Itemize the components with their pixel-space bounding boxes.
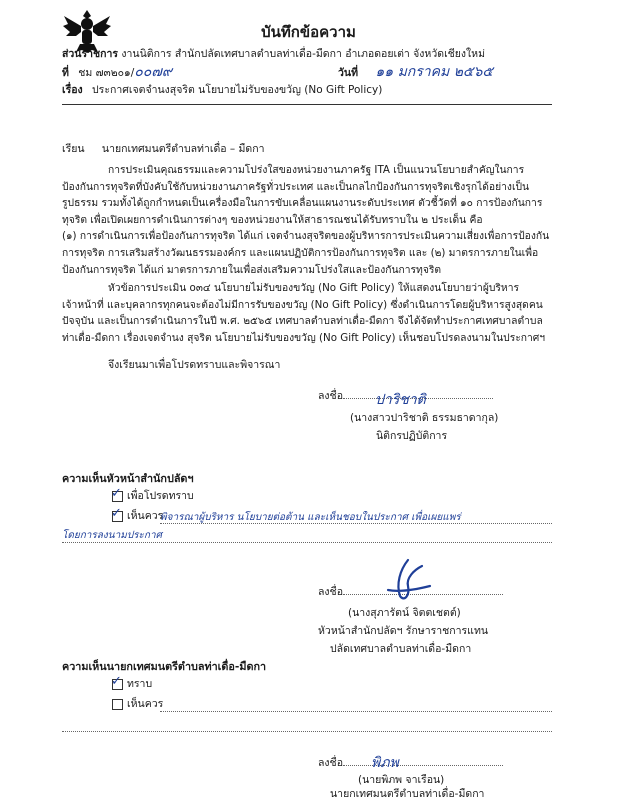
mayor-option-1[interactable]: [111, 673, 153, 692]
subject-value: ประกาศเจตจำนงสุจริต นโยบายไม่รับของขวัญ (No Gift Policy): [92, 84, 383, 96]
sign2-signature-icon: [378, 556, 438, 606]
mayor-dotted-line-2: [62, 731, 552, 732]
subject-row: [62, 82, 552, 98]
para2-line: เจ้าหน้าที่ และบุคลากรทุกคนจะต้องไม่มีการรับของขวัญ (No Gift Policy) ซึ่งดำเนินการโดยผู้บริหารสูงสุดคน: [62, 298, 543, 311]
sign2-name: (นางสุภารัตน์ จิตตเชตต์): [348, 607, 461, 619]
head-option-1[interactable]: [111, 485, 194, 504]
para2-line: หัวข้อการประเมิน o๓๔ นโยบายไม่รับของขวัญ (No Gift Policy) ให้แสดงนโยบายว่าผู้บริหาร: [108, 282, 520, 294]
mayor-option-2-checkbox[interactable]: [112, 699, 123, 710]
closing-text: จึงเรียนมาเพื่อโปรดทราบและพิจารณา: [108, 359, 281, 371]
agency-label: ส่วนราชการ: [62, 48, 119, 60]
para2-line: ปัจจุบัน และเป็นการดำเนินการในปี พ.ศ. ๒๕๖๕ เทศบาลตำบลท่าเดื่อ-มืดกา จึงได้จัดทำประกาศเทศบาลตำบล: [62, 315, 543, 328]
sign3-name: (นายพิภพ จาเรือน): [358, 774, 445, 786]
mayor-section-title: ความเห็นนายกเทศมนตรีตำบลท่าเดื่อ-มืดกา: [62, 660, 267, 673]
mayor-option-1-checkbox[interactable]: [111, 673, 123, 690]
head-option-1-checkbox[interactable]: [111, 485, 123, 502]
to-value: นายกเทศมนตรีตำบลท่าเดื่อ – มืดกา: [101, 143, 265, 155]
date-label: วันที่: [338, 67, 358, 79]
para1-line: ทุจริต เพื่อเปิดเผยการดำเนินการต่างๆ ของหน่วยงานให้สาธารณชนได้รับทราบใน ๒ ประเด็น คือ: [62, 213, 483, 226]
sign1-signature: ปาริชาติ: [375, 392, 426, 408]
body-paragraph-1: [62, 162, 558, 278]
checkmark-icon: ✓: [111, 505, 122, 521]
agency-row: [62, 46, 552, 62]
sign1-row: [318, 388, 493, 408]
checkmark-icon: ✓: [111, 673, 122, 689]
sign3-signature: พิภพ: [371, 755, 399, 771]
para2-line: ท่าเดื่อ-มืดกา เรื่องเจตจำนง สุจริต นโยบายไม่รับของขวัญ (No Gift Policy) เห็นชอบโปรดลงนามในประกาศฯ: [62, 331, 546, 344]
ref-value: ชม ๗๓๒๐๑/: [78, 67, 135, 79]
sign1-name: (นางสาวปาริชาติ ธรรมธาดากุล): [350, 412, 499, 424]
date-row: [338, 64, 493, 81]
document-title: บันทึกข้อความ: [261, 23, 356, 41]
agency-value: งานนิติการ สำนักปลัดเทศบาลตำบลท่าเดื่อ-มืดกา อำเภอดอยเต่า จังหวัดเชียงใหม่: [121, 48, 486, 60]
para1-line: การทุจริต การเสริมสร้างวัฒนธรรมองค์กร และแผนปฏิบัติการป้องกันการทุจริต และ (๒) มาตรการภายในเพื่อ: [62, 246, 539, 259]
para1-line: ป้องกันการทุจริตที่บังคับใช้กับหน่วยงานภาครัฐทั่วประเทศ และเป็นกลไกป้องกันการทุจริตเชิงรุกได้อย่างเป็น: [62, 180, 530, 193]
head-handwritten-note-2: โดยการลงนามประกาศ: [62, 530, 162, 541]
sign3-position: นายกเทศมนตรีตำบลท่าเดื่อ-มืดกา: [330, 788, 485, 800]
ref-label: ที่: [62, 67, 69, 79]
head-option-1-label: เพื่อโปรดทราบ: [127, 490, 194, 502]
mayor-option-2[interactable]: [112, 696, 163, 712]
body-paragraph-2: [62, 280, 558, 346]
para1-line: การประเมินคุณธรรมและความโปร่งใสของหน่วยงานภาครัฐ ITA เป็นแนวนโยบายสำคัญในการ: [108, 164, 525, 176]
subject-label: เรื่อง: [62, 84, 83, 96]
head-section-title: ความเห็นหัวหน้าสำนักปลัดฯ: [62, 472, 194, 485]
sign3-row: [318, 755, 503, 771]
sign2-position-1: หัวหน้าสำนักปลัดฯ รักษาราชการแทน: [318, 625, 489, 637]
date-handwritten: ๑๑ มกราคม ๒๕๖๕: [375, 64, 494, 80]
para1-line: รูปธรรม รวมทั้งได้ถูกกำหนดเป็นเครื่องมือในการขับเคลื่อนแผนงานระดับประเทศ ตัวชี้วัดที่ ๑๐ การป้องกันการ: [62, 197, 543, 210]
mayor-option-2-label: เห็นควร: [127, 698, 164, 710]
checkmark-icon: ✓: [111, 485, 122, 501]
sign1-position: นิติกรปฏิบัติการ: [376, 430, 448, 442]
head-option-2[interactable]: [111, 505, 164, 524]
to-row: [62, 141, 552, 157]
mayor-dotted-line-1: [160, 711, 552, 712]
sign1-label: ลงชื่อ: [318, 390, 343, 402]
sign3-label: ลงชื่อ: [318, 757, 343, 769]
head-option-2-checkbox[interactable]: [111, 505, 123, 522]
sign2-position-2: ปลัดเทศบาลตำบลท่าเดื่อ-มืดกา: [330, 643, 472, 655]
header-divider: [62, 104, 552, 105]
head-option-2-label: เห็นควร: [127, 510, 164, 522]
ref-handwritten: ๐๐๗๙: [134, 64, 173, 80]
sign2-label: ลงชื่อ: [318, 586, 343, 598]
to-label: เรียน: [62, 143, 85, 155]
para1-line: (๑) การดำเนินการเพื่อป้องกันการทุจริต ได้แก่ เจตจำนงสุจริตของผู้บริหารการประเมินความเสี่ยงเพื่อการป้องกัน: [62, 230, 550, 243]
para1-line: ป้องกันการทุจริต ได้แก่ มาตรการภายในเพื่อส่งเสริมความโปร่งใสและป้องกันการทุจริต: [62, 263, 442, 276]
head-handwritten-note-1: พิจารณาผู้บริหาร นโยบายต่อต้าน และเห็นชอบในประกาศ เพื่อเผยแพร่: [160, 512, 461, 523]
mayor-option-1-label: ทราบ: [127, 678, 153, 690]
